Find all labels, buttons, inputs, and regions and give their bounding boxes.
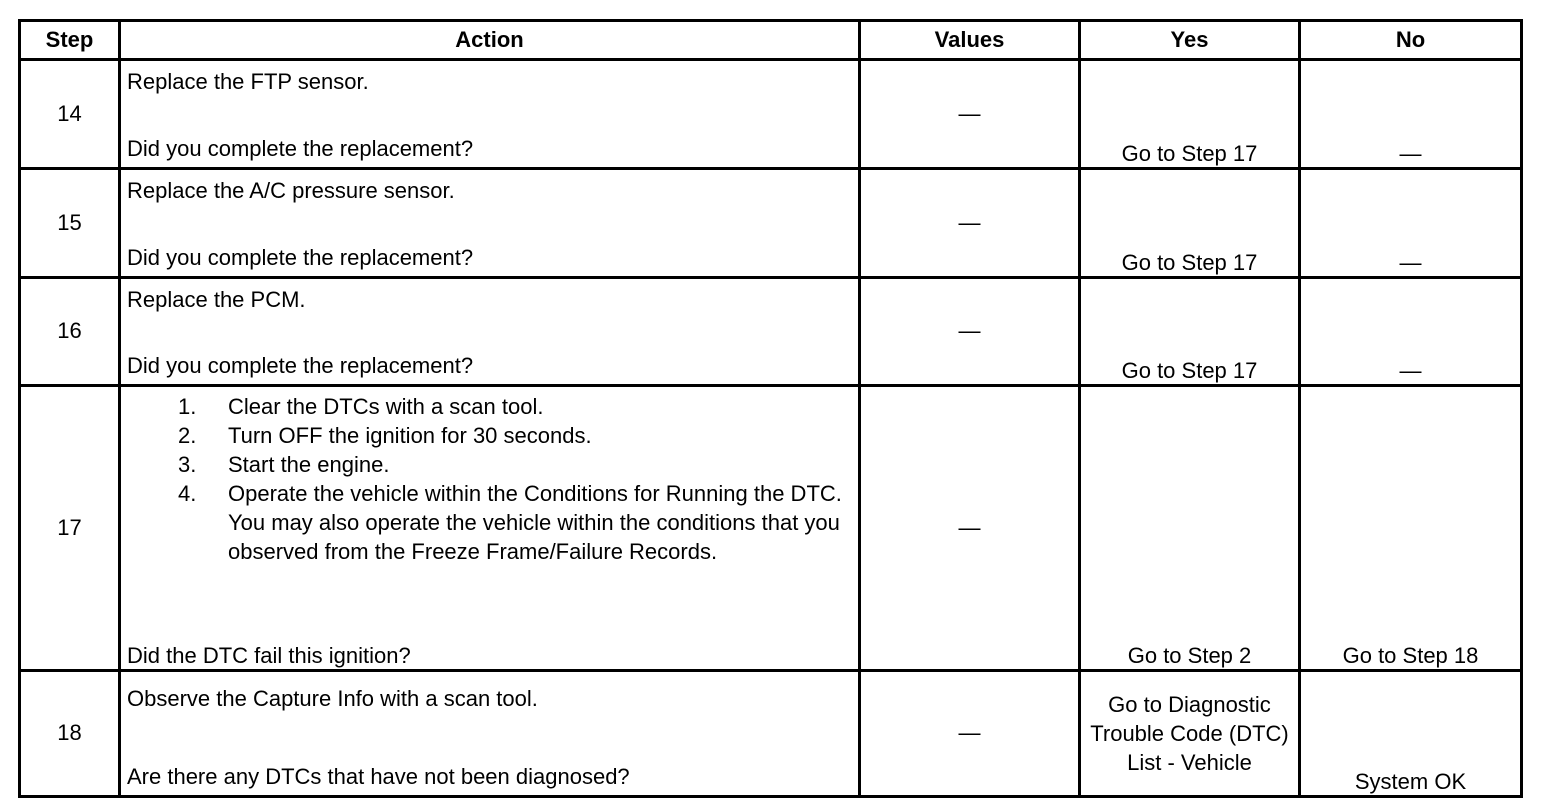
step-number: 17 [20,386,120,671]
action-instruction: Replace the A/C pressure sensor. [127,177,455,203]
table-row [20,60,1522,169]
action-instruction: Observe the Capture Info with a scan tool. [127,685,538,711]
action-question: Did you complete the replacement? [127,244,474,270]
values-cell: — [860,168,1080,277]
action-question: Are there any DTCs that have not been diagnosed? [127,764,630,789]
yes-cell: Go to Step 17 [1080,168,1300,277]
values-cell: — [860,60,1080,169]
header-step: Step [20,21,120,60]
table-row [20,168,1522,277]
diagnostic-table [18,19,1523,798]
step-number: 14 [20,60,120,169]
no-cell: System OK [1300,670,1522,796]
procedure-list [121,392,858,566]
table-row [20,277,1522,386]
yes-cell: Go to Step 17 [1080,277,1300,386]
action-cell [120,277,860,386]
procedure-step: Clear the DTCs with a scan tool. [228,394,544,420]
action-cell [120,60,860,169]
step-number: 15 [20,168,120,277]
values-cell: — [860,670,1080,796]
action-question: Did you complete the replacement? [127,135,474,161]
yes-cell: Go to Step 2 [1080,386,1300,671]
step-number: 18 [20,670,120,796]
yes-cell: Go to Step 17 [1080,60,1300,169]
table-row [20,670,1522,796]
header-values: Values [860,21,1080,60]
procedure-step: Start the engine. [228,452,390,478]
no-cell: — [1300,277,1522,386]
no-cell: — [1300,168,1522,277]
action-cell [120,386,860,671]
action-question: Did you complete the replacement? [127,353,474,379]
no-cell: — [1300,60,1522,169]
action-cell [120,168,860,277]
action-cell [120,670,860,796]
action-instruction: Replace the PCM. [127,286,306,312]
no-cell: Go to Step 18 [1300,386,1522,671]
values-cell: — [860,386,1080,671]
procedure-step: Turn OFF the ignition for 30 seconds. [228,423,592,449]
action-instruction: Replace the FTP sensor. [127,69,369,94]
table-row [20,386,1522,671]
procedure-step: Operate the vehicle within the Conditions for Running the DTC. You may also operate the vehicle within the conditions that you observed from the Freeze Frame/Failure Records. [228,481,842,565]
step-number: 16 [20,277,120,386]
action-question: Did the DTC fail this ignition? [127,642,411,668]
header-yes: Yes [1080,21,1300,60]
header-row [20,21,1522,60]
values-cell: — [860,277,1080,386]
header-action: Action [120,21,860,60]
header-no: No [1300,21,1522,60]
yes-cell: Go to Diagnostic Trouble Code (DTC) List - Vehicle [1080,670,1300,796]
